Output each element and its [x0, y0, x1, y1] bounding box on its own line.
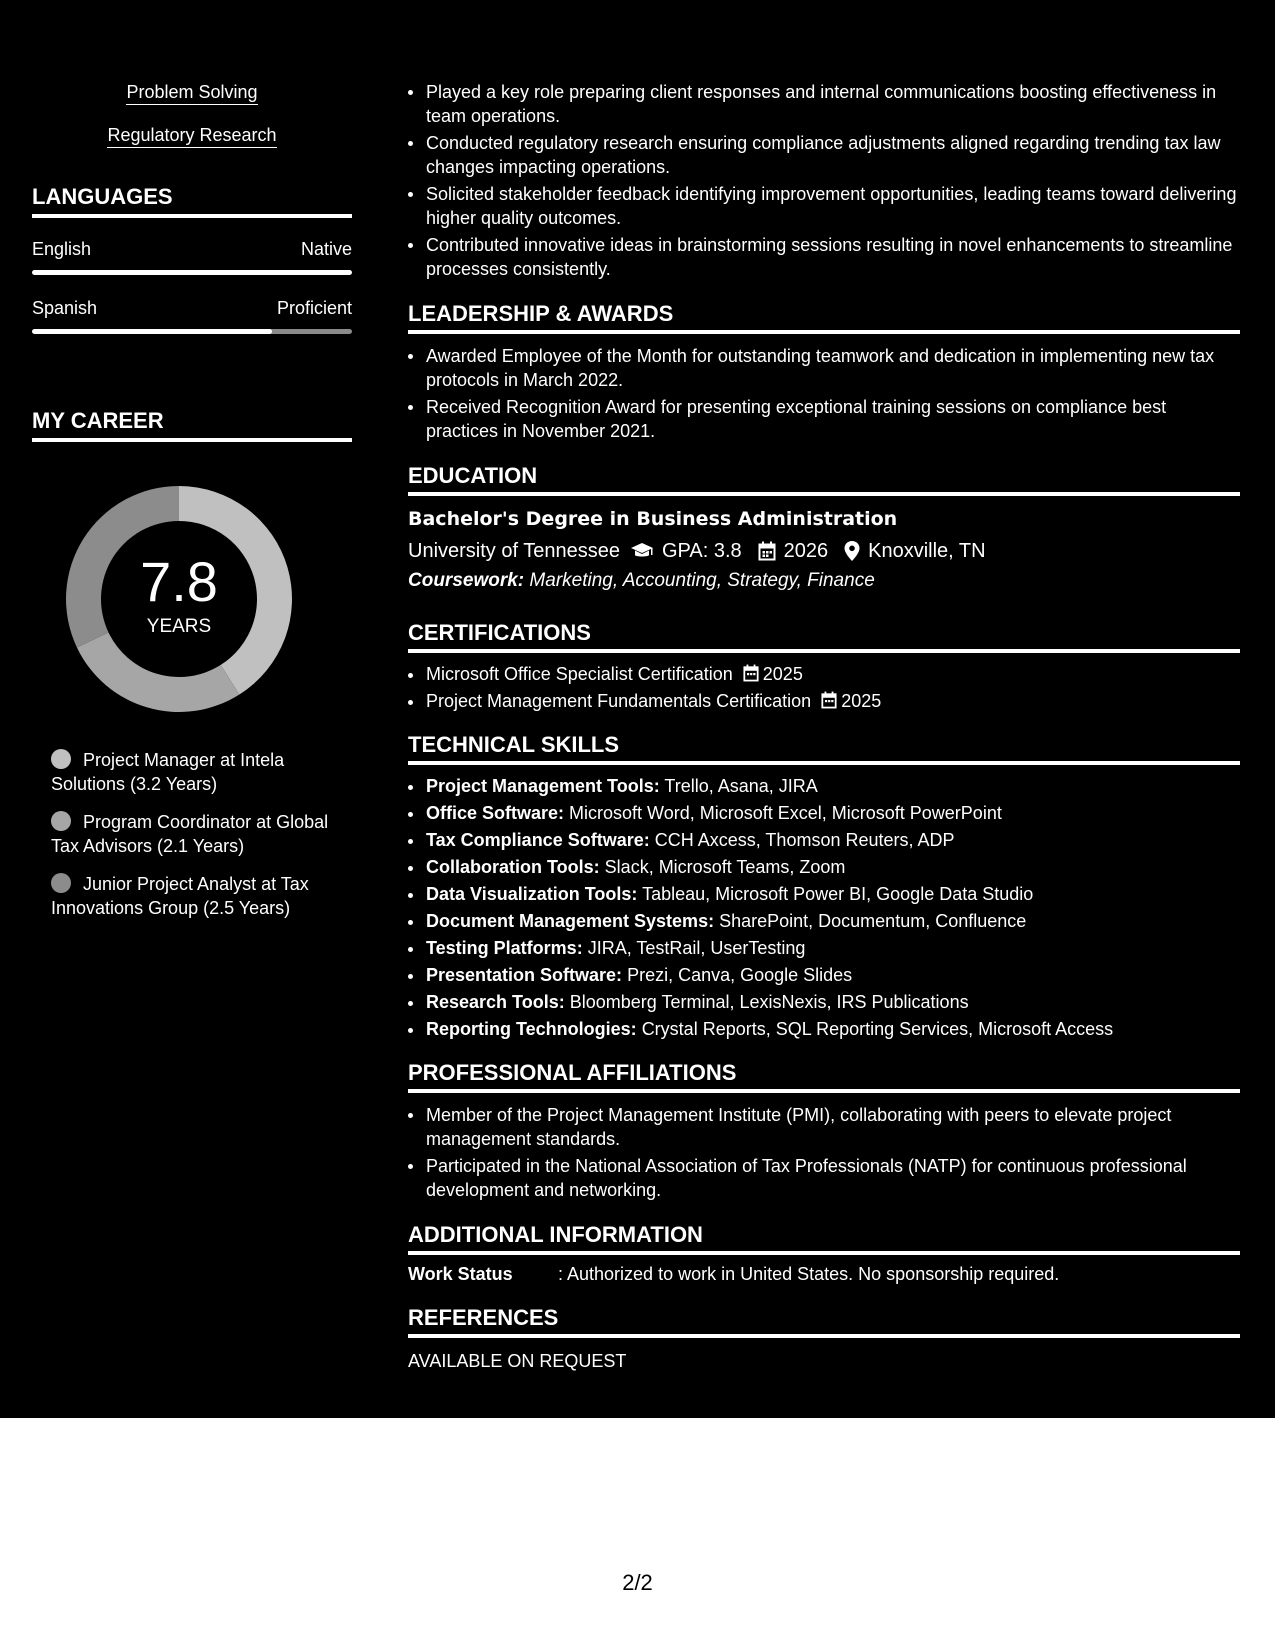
technical-skill-key: Collaboration Tools: — [426, 857, 600, 877]
technical-skill-item — [408, 856, 1240, 878]
leadership-item: Received Recognition Award for presenting exceptional training sessions on compliance best practices in November 2021. — [408, 395, 1240, 443]
career-donut-slice — [77, 632, 239, 712]
leadership-item: Awarded Employee of the Month for outstanding teamwork and dedication in implementing new tax protocols in March 2022. — [408, 344, 1240, 392]
education-year: 2026 — [783, 540, 829, 562]
work-status-row — [408, 1263, 1240, 1285]
career-list — [32, 748, 352, 920]
technical-skill-value: CCH Axcess, Thomson Reuters, ADP — [654, 830, 955, 850]
language-bar — [32, 329, 352, 334]
skill-item — [32, 125, 352, 148]
technical-skill-key: Research Tools: — [426, 992, 565, 1012]
page-number: 2/2 — [622, 1570, 653, 1595]
references-value: AVAILABLE ON REQUEST — [408, 1351, 627, 1371]
education-location: Knoxville, TN — [868, 540, 986, 562]
calendar-icon — [821, 691, 837, 709]
technical-skill-value: Prezi, Canva, Google Slides — [627, 965, 853, 985]
certification-item — [408, 663, 1240, 685]
language-bar — [32, 270, 352, 275]
graduation-cap-icon — [630, 542, 654, 560]
leadership-list — [408, 344, 1240, 443]
location-pin-icon — [844, 541, 860, 561]
experience-bullets — [408, 80, 1240, 281]
certification-item — [408, 690, 1240, 712]
career-dot-icon — [51, 873, 71, 893]
technical-skills-heading: TECHNICAL SKILLS — [408, 732, 1240, 765]
experience-bullet: Contributed innovative ideas in brainstorming sessions resulting in novel enhancements to streamline processes consistently. — [408, 233, 1240, 281]
education-gpa: GPA: 3.8 — [661, 540, 742, 562]
coursework-label: Coursework: — [408, 570, 525, 591]
language-bar-fill — [32, 270, 352, 275]
technical-skill-key: Office Software: — [426, 803, 565, 823]
experience-bullet: Played a key role preparing client responses and internal communications boosting effectiveness in team operations. — [408, 80, 1240, 128]
certification-name: Project Management Fundamentals Certification — [426, 691, 812, 711]
coursework-value: Marketing, Accounting, Strategy, Finance — [529, 570, 875, 591]
career-heading: MY CAREER — [32, 408, 352, 442]
technical-skill-item — [408, 802, 1240, 824]
career-dot-icon — [51, 749, 71, 769]
work-status-value: : Authorized to work in United States. No sponsorship required. — [558, 1264, 1060, 1284]
technical-skill-key: Testing Platforms: — [426, 938, 583, 958]
technical-skills-list — [408, 775, 1240, 1040]
language-level: Proficient — [276, 298, 352, 318]
technical-skill-value: Microsoft Word, Microsoft Excel, Microsoft PowerPoint — [569, 803, 1002, 823]
career-item — [51, 748, 351, 796]
certification-year: 2025 — [762, 664, 803, 684]
main-content — [408, 80, 1240, 1372]
calendar-icon — [758, 541, 776, 561]
technical-skill-value: Bloomberg Terminal, LexisNexis, IRS Publications — [569, 992, 969, 1012]
technical-skill-value: Tableau, Microsoft Power BI, Google Data Studio — [642, 884, 1034, 904]
career-item — [51, 872, 351, 920]
technical-skill-key: Tax Compliance Software: — [426, 830, 650, 850]
career-donut-chart — [66, 486, 292, 712]
technical-skill-key: Data Visualization Tools: — [426, 884, 638, 904]
technical-skill-item — [408, 964, 1240, 986]
leadership-heading: LEADERSHIP & AWARDS — [408, 301, 1240, 334]
certification-name: Microsoft Office Specialist Certification — [426, 664, 733, 684]
skill-label: Problem Solving — [126, 82, 257, 105]
technical-skill-item — [408, 775, 1240, 797]
career-item — [51, 810, 351, 858]
technical-skill-item — [408, 991, 1240, 1013]
language-bar-fill — [32, 329, 272, 334]
technical-skill-item — [408, 910, 1240, 932]
technical-skill-item — [408, 937, 1240, 959]
certifications-list — [408, 663, 1240, 712]
language-name: English — [32, 239, 92, 259]
career-label: Junior Project Analyst at Tax Innovations Group (2.5 Years) — [51, 874, 309, 918]
calendar-icon — [743, 664, 759, 682]
affiliations-heading: PROFESSIONAL AFFILIATIONS — [408, 1060, 1240, 1093]
technical-skill-value: JIRA, TestRail, UserTesting — [587, 938, 806, 958]
technical-skill-key: Document Management Systems: — [426, 911, 715, 931]
career-label: Program Coordinator at Global Tax Advisors (2.1 Years) — [51, 812, 329, 856]
language-item — [32, 238, 352, 275]
certification-year: 2025 — [841, 691, 882, 711]
experience-bullet: Conducted regulatory research ensuring compliance adjustments aligned regarding trending tax law changes impacting operations. — [408, 131, 1240, 179]
education-degree: Bachelor's Degree in Business Administration — [408, 508, 898, 530]
skills-list — [32, 82, 352, 148]
skill-label: Regulatory Research — [107, 125, 276, 148]
sidebar — [32, 82, 352, 934]
career-total-years: 7.8 — [140, 550, 218, 613]
work-status-key: Work Status — [408, 1264, 513, 1284]
education-meta — [408, 538, 1240, 564]
technical-skill-value: Trello, Asana, JIRA — [664, 776, 818, 796]
technical-skill-key: Presentation Software: — [426, 965, 623, 985]
technical-skill-key: Project Management Tools: — [426, 776, 660, 796]
references-heading: REFERENCES — [408, 1305, 1240, 1338]
language-name: Spanish — [32, 298, 98, 318]
career-dot-icon — [51, 811, 71, 831]
technical-skill-key: Reporting Technologies: — [426, 1019, 637, 1039]
additional-info-heading: ADDITIONAL INFORMATION — [408, 1222, 1240, 1255]
education-school: University of Tennessee — [408, 540, 620, 562]
technical-skill-item — [408, 829, 1240, 851]
skill-item — [32, 82, 352, 105]
technical-skill-value: Crystal Reports, SQL Reporting Services, Microsoft Access — [641, 1019, 1114, 1039]
career-label: Project Manager at Intela Solutions (3.2 Years) — [51, 750, 285, 794]
certifications-heading: CERTIFICATIONS — [408, 620, 1240, 653]
education-coursework — [408, 568, 1240, 594]
technical-skill-value: SharePoint, Documentum, Confluence — [719, 911, 1027, 931]
affiliations-list — [408, 1103, 1240, 1202]
languages-heading: LANGUAGES — [32, 184, 352, 218]
language-level: Native — [300, 239, 352, 259]
technical-skill-item — [408, 1018, 1240, 1040]
technical-skill-item — [408, 883, 1240, 905]
affiliation-item: Member of the Project Management Institute (PMI), collaborating with peers to elevate project management standards. — [408, 1103, 1240, 1151]
career-years-unit: YEARS — [146, 616, 212, 637]
affiliation-item: Participated in the National Association of Tax Professionals (NATP) for continuous professional development and networking. — [408, 1154, 1240, 1202]
education-heading: EDUCATION — [408, 463, 1240, 496]
language-item — [32, 297, 352, 334]
technical-skill-value: Slack, Microsoft Teams, Zoom — [604, 857, 846, 877]
experience-bullet: Solicited stakeholder feedback identifying improvement opportunities, leading teams toward delivering higher quality outcomes. — [408, 182, 1240, 230]
